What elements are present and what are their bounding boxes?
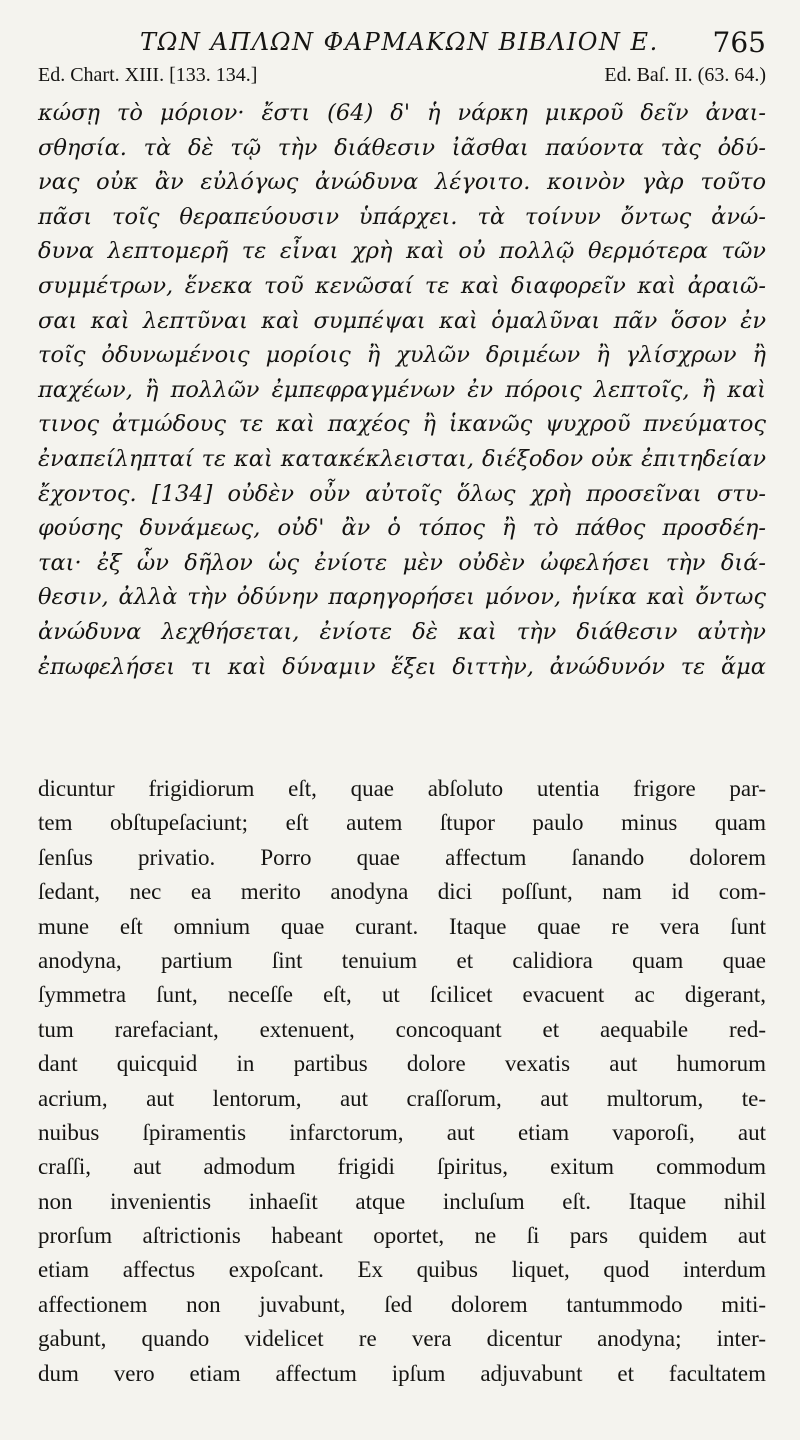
- greek-line: συμμέτρων, ἕνεκα τοῦ κενῶσαί τε καὶ διαφορεῖν καὶ ἀραιῶ-: [38, 272, 766, 299]
- greek-line: ἀνώδυνα λεχθήσεται, ἐνίοτε δὲ καὶ τὴν διάθεσιν αὐτὴν: [38, 618, 766, 645]
- greek-line: ἐναπείληπταί τε καὶ κατακέκλεισται, διέξοδον οὐκ ἐπιτηδείαν: [38, 445, 766, 472]
- greek-line: νας οὐκ ἂν εὐλόγως ἀνώδυνα λέγοιτο. κοινὸν γὰρ τοῦτο: [38, 169, 766, 196]
- greek-line: ἐπωφελήσει τι καὶ δύναμιν ἕξει διττὴν, ἀνώδυνόν τε ἅμα: [38, 653, 766, 680]
- latin-line: mune eſt omnium quae curant. Itaque quae re vera ſunt: [38, 913, 766, 939]
- latin-line: tem obſtupeſaciunt; eſt autem ſtupor paulo minus quam: [38, 810, 766, 836]
- greek-line: δυνα λεπτομερῆ τε εἶναι χρὴ καὶ οὐ πολλῷ θερμότερα τῶν: [38, 238, 766, 265]
- greek-line: ται· ἐξ ὧν δῆλον ὡς ἐνίοτε μὲν οὐδὲν ὠφελήσει τὴν διά-: [38, 549, 766, 576]
- latin-line: dum vero etiam affectum ipſum adjuvabunt et facultatem: [38, 1360, 766, 1386]
- greek-line: κώσῃ τὸ μόριον· ἔστι (64) δ' ἡ νάρκη μικροῦ δεῖν ἀναι-: [38, 100, 766, 126]
- greek-line: τοῖς ὀδυνωμένοις μορίοις ἢ χυλῶν δριμέων ἢ γλίσχρων ἢ: [38, 342, 766, 369]
- latin-line: non invenientis inhaeſit atque incluſum eſt. Itaque nihil: [38, 1188, 766, 1214]
- latin-text-block: [38, 772, 766, 1391]
- greek-line: παχέων, ἢ πολλῶν ἐμπεφραγμένων ἐν πόροις λεπτοῖς, ἢ καὶ: [38, 376, 766, 403]
- latin-line: dant quicquid in partibus dolore vexatis aut humorum: [38, 1051, 766, 1077]
- latin-line: anodyna, partium ſint tenuium et calidiora quam quae: [38, 947, 766, 973]
- latin-line: ſenſus privatio. Porro quae affectum ſanando dolorem: [38, 844, 766, 870]
- latin-line: affectionem non juvabunt, ſed dolorem tantummodo miti-: [38, 1291, 766, 1317]
- greek-text-block: [38, 96, 766, 684]
- greek-line: σθησία. τὰ δὲ τῷ τὴν διάθεσιν ἰᾶσθαι παύοντα τὰς ὀδύ-: [38, 134, 766, 161]
- page-number: 765: [712, 26, 766, 59]
- greek-line: θεσιν, ἀλλὰ τὴν ὀδύνην παρηγορήσει μόνον, ἡνίκα καὶ ὄντως: [38, 584, 766, 611]
- latin-line: tum rarefaciant, extenuent, concoquant et aequabile red-: [38, 1016, 766, 1042]
- running-head: [0, 22, 800, 58]
- latin-line: craſſi, aut admodum frigidi ſpiritus, exitum commodum: [38, 1154, 766, 1180]
- running-title: ΤΩΝ ΑΠΛΩΝ ΦΑΡΜΑΚΩΝ ΒΙΒΛΙΟΝ Ε.: [140, 28, 659, 56]
- latin-line: gabunt, quando videlicet re vera dicentur anodyna; inter-: [38, 1326, 766, 1352]
- greek-line: πᾶσι τοῖς θεραπεύουσιν ὑπάρχει. τὰ τοίνυν ὄντως ἀνώ-: [38, 203, 766, 230]
- latin-line: etiam affectus expoſcant. Ex quibus liquet, quod interdum: [38, 1257, 766, 1283]
- greek-line: σαι καὶ λεπτῦναι καὶ συμπέψαι καὶ ὁμαλῦναι πᾶν ὅσον ἐν: [38, 307, 766, 334]
- greek-line: ἔχοντος. [134] οὐδὲν οὖν αὐτοῖς ὅλως χρὴ προσεῖναι στυ-: [38, 480, 766, 507]
- edition-reference-line: [38, 64, 766, 94]
- latin-line: ſymmetra ſunt, neceſſe eſt, ut ſcilicet evacuent ac digerant,: [38, 982, 766, 1008]
- latin-line: nuibus ſpiramentis infarctorum, aut etiam vaporoſi, aut: [38, 1119, 766, 1145]
- latin-line: ſedant, nec ea merito anodyna dici poſſunt, nam id com-: [38, 879, 766, 905]
- greek-line: τινος ἀτμώδους τε καὶ παχέος ἢ ἱκανῶς ψυχροῦ πνεύματος: [38, 411, 766, 438]
- edition-basel-reference: Ed. Baſ. II. (63. 64.): [604, 64, 766, 86]
- latin-line: acrium, aut lentorum, aut craſſorum, aut multorum, te-: [38, 1085, 766, 1111]
- latin-line: prorſum aſtrictionis habeant oportet, ne ſi pars quidem aut: [38, 1223, 766, 1249]
- latin-line: dicuntur frigidiorum eſt, quae abſoluto utentia frigore par-: [38, 776, 766, 801]
- greek-line: φούσης δυνάμεως, οὐδ' ἂν ὁ τόπος ἢ τὸ πάθος προσδέη-: [38, 515, 766, 542]
- edition-chart-reference: Ed. Chart. XIII. [133. 134.]: [38, 64, 258, 86]
